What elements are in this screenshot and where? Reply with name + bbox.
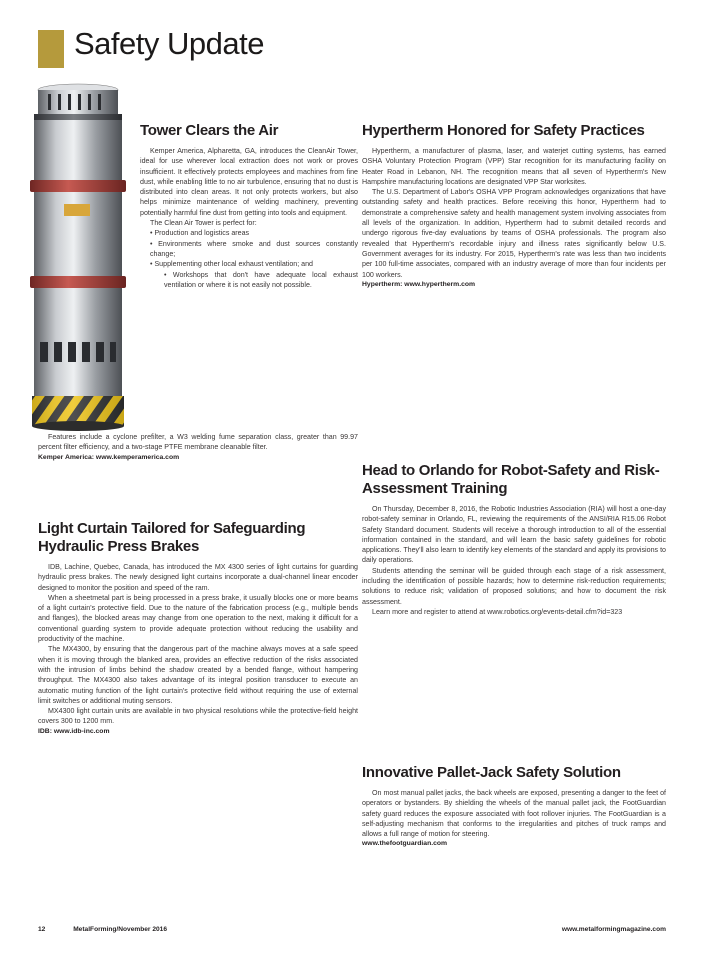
bullet-item: • Environments where smoke and dust sources constantly change; (150, 239, 358, 258)
section-accent-bar (38, 30, 64, 68)
article-headline: Hypertherm Honored for Safety Practices (362, 122, 645, 139)
article-headline: Light Curtain Tailored for Safeguarding Hydraulic Press Brakes (38, 520, 306, 555)
bullet-item: • Production and logistics areas (150, 229, 250, 238)
source-link[interactable]: IDB: www.idb-inc.com (38, 727, 110, 735)
bullet-item: • Supplementing other local exhaust ventilation; and (150, 260, 313, 269)
article-paragraph: On Thursday, December 8, 2016, the Robotic Industries Association (RIA) will host a one-day robot-safety seminar in Orlando, FL, reviewing the requirements of the ANSI/RIA R15.06 Robot Safety Standard document. Students will receive a thorough introduction to all of the essential information contained in the standard, and will learn the basic safety guidelines for robotic applications. They'll also learn to identify key elements of the standard and apply its provisions to daily operations. (362, 505, 666, 565)
article-paragraph: Features include a cyclone prefilter, a W3 welding fume separation class, greater than 99.97 percent filter efficiency, and a two-stage PTFE membrane cleanable filter. (38, 433, 358, 452)
article-paragraph: MX4300 light curtain units are available in two physical resolutions while the protective-field height covers 300 to 1200 mm. (38, 707, 358, 726)
footer-url[interactable]: www.metalformingmagazine.com (561, 926, 666, 933)
article-paragraph: On most manual pallet jacks, the back wheels are exposed, presenting a danger to the feet of operators or bystanders. By shielding the wheels of the manual pallet jack, the FootGuardian safety guard reduces the exposure associated with foot rollover injuries. The FootGuardian is a self-adjusting mechanism that conforms to the irregularities and pitches of truck ramps and allows a full range of motion for steering. (362, 789, 666, 839)
article-pallet-jack (362, 764, 666, 849)
bullet-item: • Workshops that don't have adequate local exhaust ventilation or where it is not easily not possible. (164, 270, 358, 289)
page-number: 12 (38, 926, 46, 933)
article-headline: Tower Clears the Air (140, 122, 279, 139)
article-tower-continued (38, 432, 358, 463)
article-paragraph: The U.S. Department of Labor's OSHA VPP Program acknowledges organizations that have outstanding safety and health practices. Before receiving this honor, Hypertherm had to demonstrate a comprehensive safety and health management system involving associates from all levels of the organization. In addition, Hypertherm had to submit detailed records and undergo rigorous five-day evaluations by teams of OSHA professionals. The program also revealed that Hypertherm's recordable injury and illness rates significantly below U.S. Government averages for its industry. For 2015, Hypertherm's rate was less than two incidents per 100 full-time associates, compared with an industry average of more than four incidents per 100 workers. (362, 188, 666, 279)
article-paragraph[interactable]: Learn more and register to attend at www.robotics.org/events-detail.cfm?id=323 (372, 607, 623, 616)
article-paragraph: IDB, Lachine, Quebec, Canada, has introduced the MX 4300 series of light curtains for guarding hydraulic press brakes. The newly designed light curtains incorporate a dual-channel linear encoder designed to monitor the position and speed of the ram. (38, 563, 358, 592)
source-link[interactable]: www.thefootguardian.com (362, 840, 448, 848)
source-link[interactable]: Hypertherm: www.hypertherm.com (362, 280, 476, 288)
article-paragraph: Kemper America, Alpharetta, GA, introduces the CleanAir Tower, ideal for use wherever local extraction does not work or proves insufficient. It effectively protects employees and machines from fine dust, while enabling little to no air turbulence, ensuring that no dust is distributed into clean areas. It not only protects workers, but also helps minimize maintenance of welding machinery, preventing potentially harmful fine dust from getting into tools and equipment. (140, 147, 358, 217)
issue-label: MetalForming/November 2016 (73, 926, 167, 933)
article-paragraph: The Clean Air Tower is perfect for: (150, 219, 257, 228)
article-paragraph: Students attending the seminar will be guided through each stage of a risk assessment, including the identification of possible hazards; how to determine risk-reduction requirements; solutions to reduce risk; validation of proposed solutions; and how to document the risk assessment. (362, 566, 666, 606)
article-paragraph: The MX4300, by ensuring that the dangerous part of the machine always moves at a safe speed when it is moving through the blanked area, provides an effective reduction of the risks associated with the intrusion of limbs behind the shadow created by a bended flange, without hampering throughput. The MX4300 also takes advantage of its integral position transducer to execute an automatic muting function of the light curtain's protective field without requiring the use of external limit switches or additional muting sensors. (38, 645, 358, 705)
article-light-curtain (38, 520, 358, 737)
article-paragraph: When a sheetmetal part is being processed in a press brake, it usually blocks one or more beams of a light curtain's protective field. Due to the nature of the fabrication process (e.g., multiple bends and flanges), the blocked areas may change from one operation to the next, making it difficult for a conventional guarding system to provide adequate protection without reducing the usability and productivity of the machine. (38, 593, 358, 644)
article-orlando (362, 462, 666, 617)
article-headline: Innovative Pallet-Jack Safety Solution (362, 764, 621, 781)
article-paragraph: Hypertherm, a manufacturer of plasma, laser, and waterjet cutting systems, has earned OSHA Voluntary Protection Program (VPP) Star recognition for its manufacturing facility on Heater Road in Lebanon, NH. The recognition means that all seven of Hypertherm's New Hampshire manufacturing locations are designated VPP Star worksites. (362, 147, 666, 186)
article-tower (140, 122, 358, 290)
article-hypertherm (362, 122, 666, 290)
footer-left (38, 926, 167, 933)
clean-air-tower-image (22, 80, 134, 434)
article-headline: Head to Orlando for Robot-Safety and Risk-Assessment Training (362, 462, 660, 497)
section-title: Safety Update (74, 26, 264, 61)
source-link[interactable]: Kemper America: www.kemperamerica.com (38, 453, 180, 461)
